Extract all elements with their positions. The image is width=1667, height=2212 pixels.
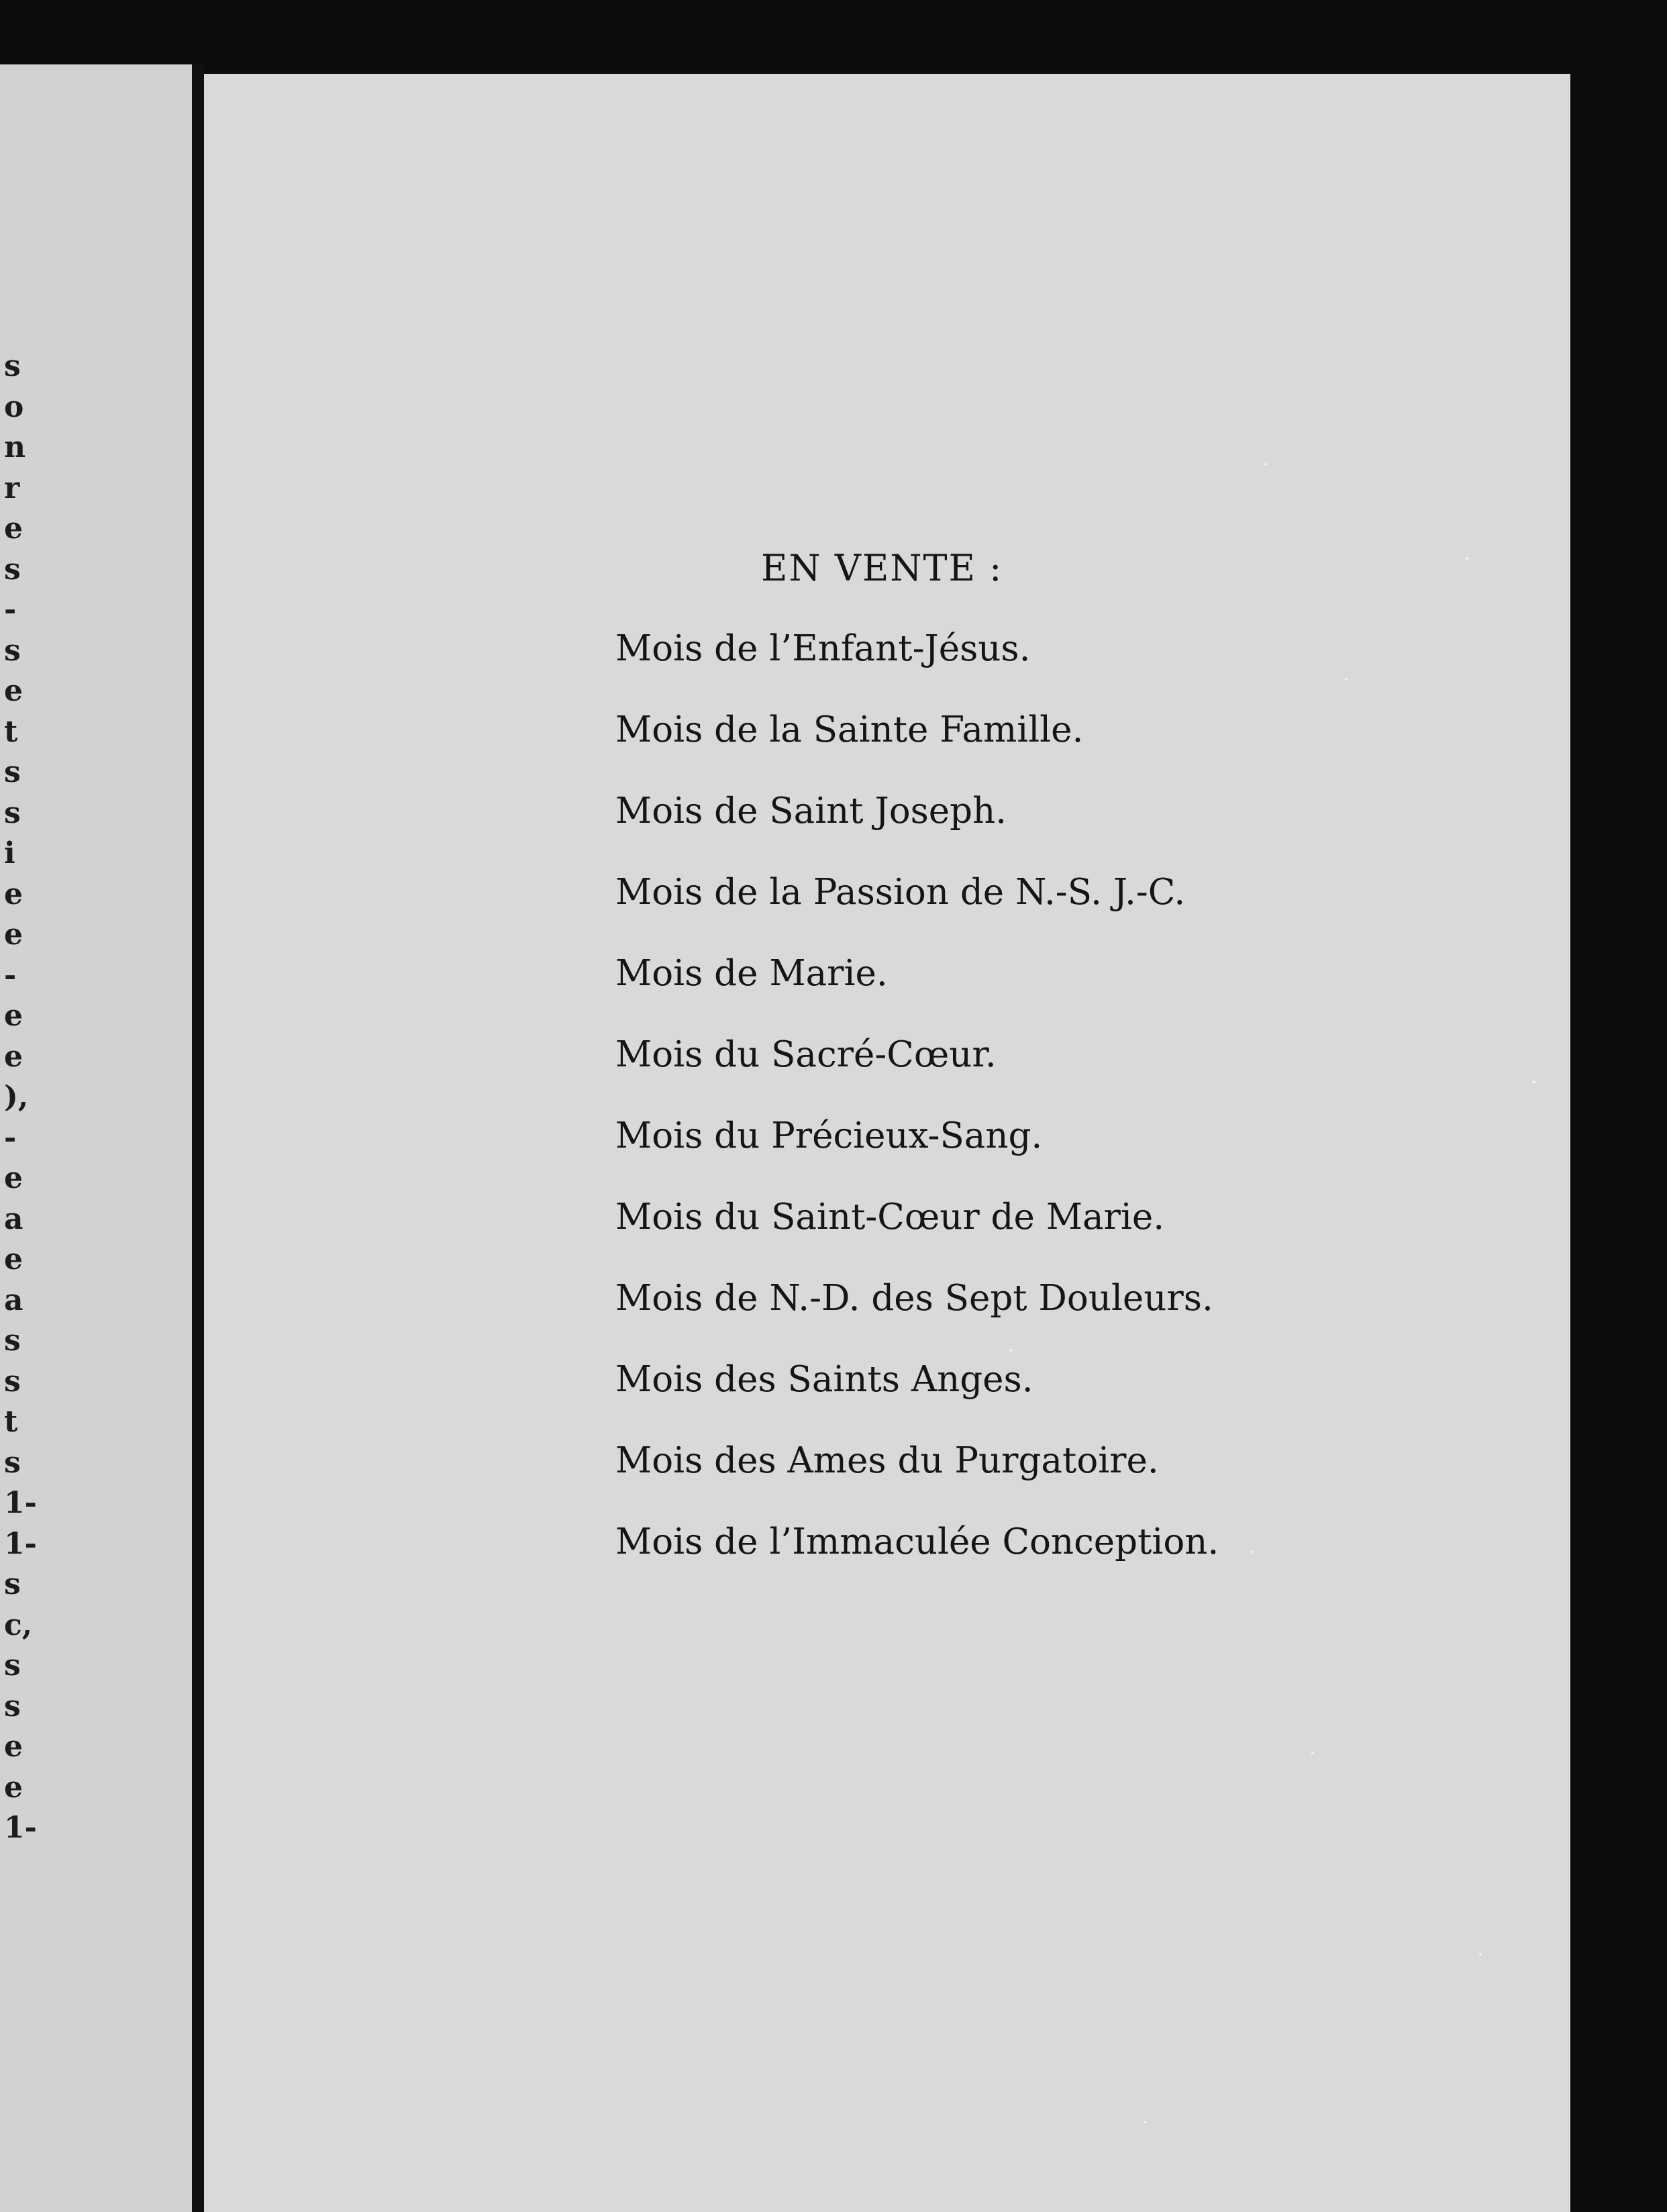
left-page-glyph: 1-: [4, 1486, 37, 1520]
left-page-glyph: e: [4, 1770, 23, 1805]
left-page-glyph: t: [4, 714, 18, 749]
left-page-glyph: s: [4, 552, 21, 587]
left-page-glyph: a: [4, 1201, 23, 1236]
publication-listing: [204, 74, 1570, 2212]
left-page-glyph: s: [4, 1323, 21, 1358]
left-page-glyph: e: [4, 1729, 23, 1764]
left-page-glyph: 1-: [4, 1526, 37, 1561]
list-item: Mois de la Passion de N.-S. J.-C.: [615, 872, 1186, 913]
left-page-glyph: e: [4, 1161, 23, 1195]
left-page-glyph: e: [4, 674, 23, 708]
title-list: [615, 625, 1219, 1600]
left-page-glyph: s: [4, 633, 21, 668]
left-page-glyph: s: [4, 1445, 21, 1480]
paper-speck: [1251, 1550, 1254, 1553]
left-page-glyph: e: [4, 1242, 23, 1276]
left-page-glyph: n: [4, 430, 26, 464]
left-page-edge: [0, 64, 192, 2212]
list-item: Mois de Marie.: [615, 953, 888, 994]
list-item: Mois du Saint-Cœur de Marie.: [615, 1197, 1165, 1238]
paper-speck: [1345, 678, 1348, 681]
list-item: Mois de l’Immaculée Conception.: [615, 1521, 1219, 1562]
left-page-glyph: e: [4, 999, 23, 1033]
right-page: [204, 74, 1570, 2212]
list-item: Mois de N.-D. des Sept Douleurs.: [615, 1278, 1213, 1319]
listing-heading: EN VENTE :: [761, 547, 1003, 589]
left-page-glyph: s: [4, 1648, 21, 1682]
left-page-glyph: r: [4, 470, 20, 505]
left-page-glyph: s: [4, 349, 21, 383]
list-item: Mois du Précieux-Sang.: [615, 1115, 1043, 1156]
left-page-glyph: a: [4, 1283, 23, 1317]
paper-speck: [1479, 1953, 1482, 1956]
left-page-glyph: ),: [4, 1080, 29, 1114]
paper-speck: [1466, 557, 1468, 560]
left-page-glyph: e: [4, 917, 23, 952]
paper-speck: [1311, 1752, 1314, 1754]
list-item: Mois de la Sainte Famille.: [615, 709, 1084, 750]
left-page-glyph: s: [4, 1689, 21, 1723]
left-page-glyph: 1-: [4, 1811, 37, 1845]
paper-speck: [1009, 1349, 1012, 1352]
paper-speck: [1533, 1080, 1535, 1083]
left-page-glyph: -: [4, 958, 17, 993]
left-page-glyph: e: [4, 511, 23, 546]
paper-speck: [1264, 463, 1267, 466]
left-page-glyph: e: [4, 1039, 23, 1074]
left-page-glyph: i: [4, 836, 15, 870]
left-page-glyph: s: [4, 1364, 21, 1399]
list-item: Mois des Ames du Purgatoire.: [615, 1440, 1159, 1481]
left-page-glyph: s: [4, 795, 21, 830]
list-item: Mois de l’Enfant-Jésus.: [615, 628, 1031, 669]
binding-gutter: [192, 64, 204, 2212]
left-page-glyph: s: [4, 1567, 21, 1601]
left-page-glyph: e: [4, 876, 23, 911]
list-item: Mois du Sacré-Cœur.: [615, 1034, 997, 1075]
left-page-text-strip: [4, 346, 37, 1849]
left-page-glyph: o: [4, 389, 24, 424]
left-page-glyph: -: [4, 1120, 17, 1155]
left-page-glyph: c,: [4, 1607, 33, 1642]
list-item: Mois des Saints Anges.: [615, 1359, 1033, 1400]
left-page-glyph: -: [4, 593, 17, 627]
list-item: Mois de Saint Joseph.: [615, 791, 1007, 832]
paper-speck: [1144, 2121, 1146, 2123]
left-page-glyph: t: [4, 1405, 18, 1439]
left-page-glyph: s: [4, 755, 21, 789]
